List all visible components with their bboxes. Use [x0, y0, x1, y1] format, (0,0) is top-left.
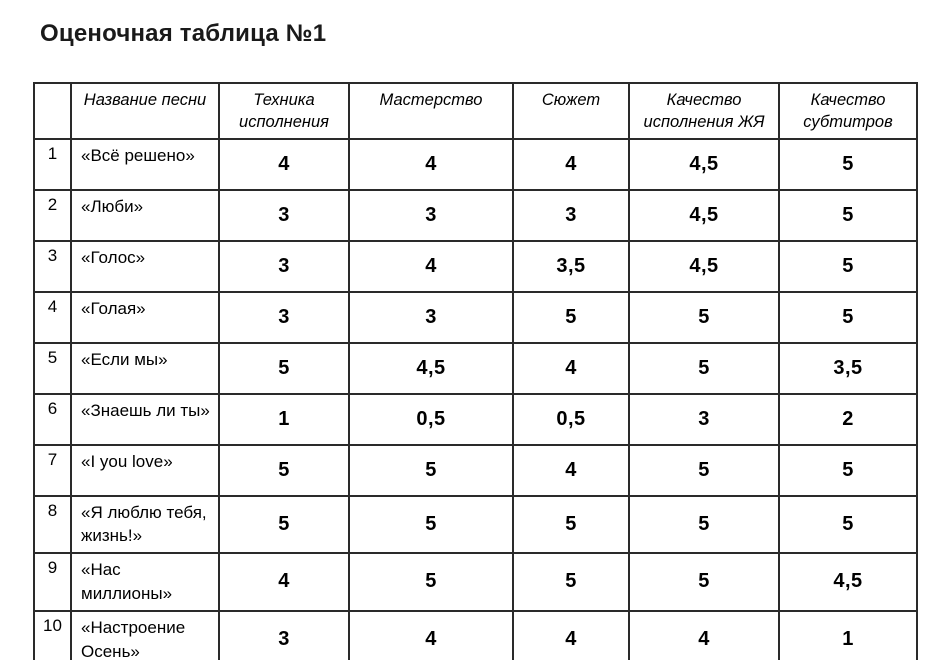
column-header-6: Качество субтитров: [779, 83, 917, 139]
row-number: 2: [34, 190, 71, 241]
column-header-3: Мастерство: [349, 83, 513, 139]
rating-value-1: 5: [349, 553, 513, 611]
column-header-1: Название песни: [71, 83, 219, 139]
song-name: «Если мы»: [71, 343, 219, 394]
rating-value-1: 4: [349, 611, 513, 660]
rating-value-1: 5: [349, 445, 513, 496]
rating-value-3: 5: [629, 496, 779, 554]
row-number: 10: [34, 611, 71, 660]
rating-value-0: 3: [219, 190, 349, 241]
rating-value-2: 5: [513, 553, 629, 611]
table-row: [34, 292, 917, 343]
row-number: 3: [34, 241, 71, 292]
song-name: «Я люблю тебя, жизнь!»: [71, 496, 219, 554]
song-name: «Нас миллионы»: [71, 553, 219, 611]
rating-value-1: 4: [349, 139, 513, 190]
rating-value-0: 3: [219, 292, 349, 343]
rating-value-4: 5: [779, 496, 917, 554]
table-row: [34, 394, 917, 445]
rating-value-1: 3: [349, 190, 513, 241]
table-row: [34, 496, 917, 554]
rating-value-2: 4: [513, 445, 629, 496]
rating-value-4: 5: [779, 190, 917, 241]
song-name: «Люби»: [71, 190, 219, 241]
rating-value-3: 4,5: [629, 241, 779, 292]
row-number: 8: [34, 496, 71, 554]
song-name: «Всё решено»: [71, 139, 219, 190]
rating-value-4: 5: [779, 241, 917, 292]
rating-value-2: 3,5: [513, 241, 629, 292]
row-number: 7: [34, 445, 71, 496]
row-number: 6: [34, 394, 71, 445]
rating-value-0: 5: [219, 445, 349, 496]
song-name: «Голая»: [71, 292, 219, 343]
rating-value-2: 4: [513, 139, 629, 190]
table-row: [34, 553, 917, 611]
song-name: «I you love»: [71, 445, 219, 496]
page-title: Оценочная таблица №1: [40, 20, 327, 47]
rating-value-0: 5: [219, 343, 349, 394]
column-header-2: Техника исполнения: [219, 83, 349, 139]
rating-value-3: 4,5: [629, 190, 779, 241]
song-name: «Настроение Осень»: [71, 611, 219, 660]
rating-value-1: 4: [349, 241, 513, 292]
table-row: [34, 241, 917, 292]
rating-value-1: 5: [349, 496, 513, 554]
row-number: 9: [34, 553, 71, 611]
rating-value-4: 4,5: [779, 553, 917, 611]
rating-value-0: 4: [219, 139, 349, 190]
rating-value-1: 4,5: [349, 343, 513, 394]
song-name: «Голос»: [71, 241, 219, 292]
rating-value-2: 4: [513, 343, 629, 394]
rating-value-0: 3: [219, 611, 349, 660]
rating-value-1: 3: [349, 292, 513, 343]
rating-value-2: 3: [513, 190, 629, 241]
rating-value-0: 3: [219, 241, 349, 292]
row-number: 5: [34, 343, 71, 394]
rating-value-2: 5: [513, 496, 629, 554]
table-row: [34, 611, 917, 660]
row-number: 4: [34, 292, 71, 343]
rating-value-4: 5: [779, 292, 917, 343]
rating-table: [33, 82, 918, 660]
rating-value-4: 5: [779, 445, 917, 496]
rating-value-4: 2: [779, 394, 917, 445]
song-name: «Знаешь ли ты»: [71, 394, 219, 445]
table-row: [34, 139, 917, 190]
column-header-5: Качество исполнения ЖЯ: [629, 83, 779, 139]
rating-value-2: 4: [513, 611, 629, 660]
rating-value-2: 5: [513, 292, 629, 343]
column-header-4: Сюжет: [513, 83, 629, 139]
rating-value-1: 0,5: [349, 394, 513, 445]
table-row: [34, 190, 917, 241]
rating-value-4: 3,5: [779, 343, 917, 394]
rating-value-3: 5: [629, 343, 779, 394]
rating-value-3: 4: [629, 611, 779, 660]
rating-value-3: 3: [629, 394, 779, 445]
rating-value-4: 5: [779, 139, 917, 190]
rating-value-3: 5: [629, 553, 779, 611]
rating-value-3: 5: [629, 292, 779, 343]
rating-value-0: 5: [219, 496, 349, 554]
rating-value-4: 1: [779, 611, 917, 660]
rating-value-3: 4,5: [629, 139, 779, 190]
rating-value-2: 0,5: [513, 394, 629, 445]
table-row: [34, 343, 917, 394]
column-header-0: [34, 83, 71, 139]
table-body: [34, 139, 917, 660]
table-row: [34, 445, 917, 496]
header-row: [34, 83, 917, 139]
rating-value-0: 4: [219, 553, 349, 611]
rating-value-0: 1: [219, 394, 349, 445]
row-number: 1: [34, 139, 71, 190]
rating-value-3: 5: [629, 445, 779, 496]
